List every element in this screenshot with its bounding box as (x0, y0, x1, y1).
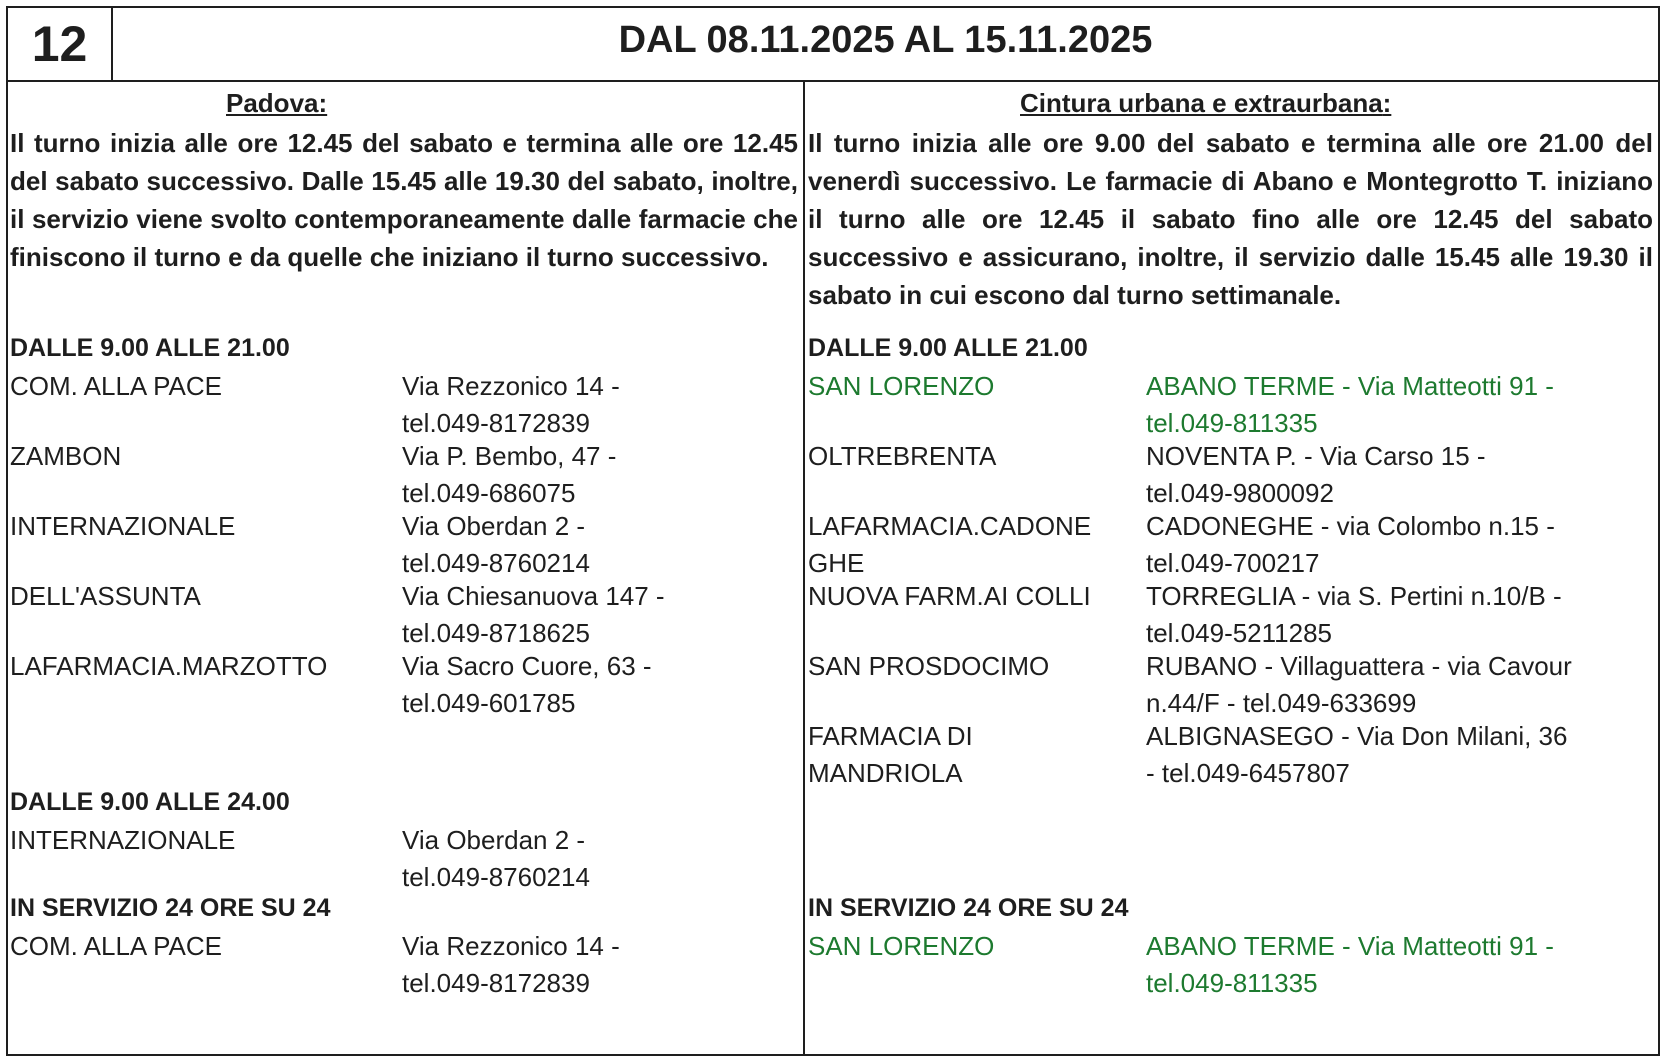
pharmacy-entry (10, 578, 803, 650)
pharmacy-entry (10, 438, 803, 510)
pharmacy-address: Via P. Bembo, 47 - tel.049-686075 (402, 441, 617, 508)
pharmacy-entry (808, 718, 1656, 790)
pharmacy-address: NOVENTA P. - Via Carso 15 - tel.049-9800092 (1146, 441, 1486, 508)
cintura-section-title: IN SERVIZIO 24 ORE SU 24 (808, 894, 1129, 922)
pharmacy-entry (10, 508, 803, 580)
pharmacy-entry (10, 648, 803, 720)
pharmacy-address: Via Rezzonico 14 - tel.049-8172839 (402, 371, 620, 438)
cintura-intro: Il turno inizia alle ore 9.00 del sabato e termina alle ore 21.00 del venerdì successivo. Le farmacie di Abano e Montegrotto T. iniziano il turno alle ore 12.45 il sabato fino alle ore 12.45 del sabato successivo e assicurano, inoltre, il servizio dalle 15.45 alle 19.30 il sabato in cui escono dal turno settimanale. (808, 128, 1653, 310)
padova-section-title: DALLE 9.00 ALLE 21.00 (10, 334, 290, 362)
padova-section-title: DALLE 9.00 ALLE 24.00 (10, 788, 290, 816)
padova-column (10, 82, 803, 1054)
pharmacy-entry (808, 508, 1656, 580)
pharmacy-address: ABANO TERME - Via Matteotti 91 - tel.049-811335 (1146, 931, 1554, 998)
pharmacy-address: ABANO TERME - Via Matteotti 91 - tel.049-811335 (1146, 371, 1554, 438)
cintura-section-title: DALLE 9.00 ALLE 21.00 (808, 334, 1088, 362)
pharmacy-name: INTERNAZIONALE (10, 825, 236, 855)
padova-intro: Il turno inizia alle ore 12.45 del sabato e termina alle ore 12.45 del sabato successivo. Dalle 15.45 alle 19.30 del sabato, inoltre, il servizio viene svolto contemporaneamente dalle farmacie che finiscono il turno e da quelle che iniziano il turno successivo. (10, 128, 798, 272)
pharmacy-address: TORREGLIA - via S. Pertini n.10/B - tel.049-5211285 (1146, 581, 1562, 648)
pharmacy-name: SAN PROSDOCIMO (808, 651, 1050, 681)
padova-heading: Padova: (226, 88, 328, 118)
pharmacy-address: Via Rezzonico 14 - tel.049-8172839 (402, 931, 620, 998)
pharmacy-address: CADONEGHE - via Colombo n.15 - tel.049-700217 (1146, 511, 1555, 578)
column-divider (803, 82, 805, 1056)
pharmacy-address: Via Sacro Cuore, 63 - tel.049-601785 (402, 651, 652, 718)
pharmacy-entry (10, 368, 803, 440)
pharmacy-address: ALBIGNASEGO - Via Don Milani, 36 - tel.049-6457807 (1146, 721, 1568, 788)
date-range-title: DAL 08.11.2025 AL 15.11.2025 (618, 18, 1153, 61)
padova-section-title: IN SERVIZIO 24 ORE SU 24 (10, 894, 331, 922)
pharmacy-address: Via Oberdan 2 - tel.049-8760214 (402, 511, 590, 578)
pharmacy-name: LAFARMACIA.MARZOTTO (10, 651, 328, 681)
pharmacy-name: DELL'ASSUNTA (10, 581, 201, 611)
week-number: 12 (8, 8, 113, 80)
pharmacy-entry (10, 822, 803, 894)
pharmacy-entry (808, 648, 1656, 720)
pharmacy-name: COM. ALLA PACE (10, 371, 222, 401)
pharmacy-name: ZAMBON (10, 441, 122, 471)
pharmacy-name: SAN LORENZO (808, 931, 995, 961)
cintura-column (808, 82, 1656, 1054)
pharmacy-name: OLTREBRENTA (808, 441, 997, 471)
pharmacy-address: Via Oberdan 2 - tel.049-8760214 (402, 825, 590, 892)
pharmacy-name: FARMACIA DI MANDRIOLA (808, 721, 973, 788)
pharmacy-address: RUBANO - Villaguattera - via Cavour n.44/F - tel.049-633699 (1146, 651, 1572, 718)
pharmacy-address: Via Chiesanuova 147 - tel.049-8718625 (402, 581, 665, 648)
pharmacy-entry (808, 438, 1656, 510)
pharmacy-name: INTERNAZIONALE (10, 511, 236, 541)
pharmacy-entry (808, 578, 1656, 650)
cintura-heading: Cintura urbana e extraurbana: (1020, 88, 1392, 118)
pharmacy-name: LAFARMACIA.CADONE GHE (808, 511, 1092, 578)
pharmacy-name: NUOVA FARM.AI COLLI (808, 581, 1091, 611)
pharmacy-name: COM. ALLA PACE (10, 931, 222, 961)
pharmacy-entry (808, 368, 1656, 440)
pharmacy-entry (10, 928, 803, 1000)
pharmacy-name: SAN LORENZO (808, 371, 995, 401)
pharmacy-entry (808, 928, 1656, 1000)
